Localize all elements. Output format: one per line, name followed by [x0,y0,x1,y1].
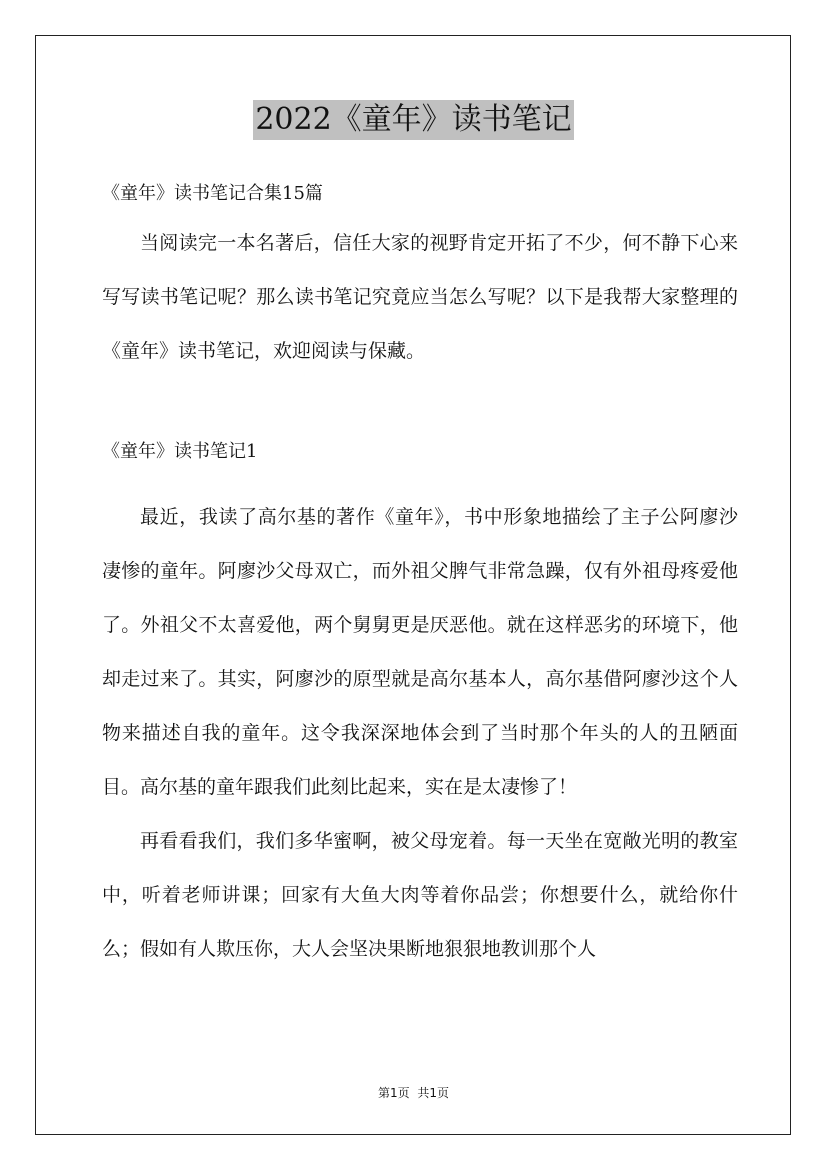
page-total: 共1页 [417,1086,450,1100]
document-subtitle: 《童年》读书笔记合集15篇 [102,183,323,204]
intro-paragraph: 当阅读完一本名著后，信任大家的视野肯定开拓了不少，何不静下心来写写读书笔记呢？那么读书笔记究竟应当怎么写呢？以下是我帮大家整理的《童年》读书笔记，欢迎阅读与保藏。 [102,232,738,362]
document-body [102,174,738,976]
body-paragraph: 再看看我们，我们多华蜜啊，被父母宠着。每一天坐在宽敞光明的教室中，听着老师讲课；回家有大鱼大肉等着你品尝；你想要什么，就给你什么；假如有人欺压你，大人会坚决果断地狠狠地教训那个人 [102,830,738,960]
page-footer [0,1084,827,1101]
page-number: 第1页 [377,1086,410,1100]
body-paragraph: 最近，我读了高尔基的著作《童年》，书中形象地描绘了主子公阿廖沙凄惨的童年。阿廖沙父母双亡，而外祖父脾气非常急躁，仅有外祖母疼爱他了。外祖父不太喜爱他，两个舅舅更是厌恶他。就在这样恶劣的环境下，他却走过来了。其实，阿廖沙的原型就是高尔基本人，高尔基借阿廖沙这个人物来描述自我的童年。这令我深深地体会到了当时那个年头的人的丑陋面目。高尔基的童年跟我们此刻比起来，实在是太凄惨了！ [102,506,738,798]
title-area [0,100,827,140]
document-title: 2022《童年》读书笔记 [253,100,573,140]
section-heading: 《童年》读书笔记1 [102,441,258,462]
